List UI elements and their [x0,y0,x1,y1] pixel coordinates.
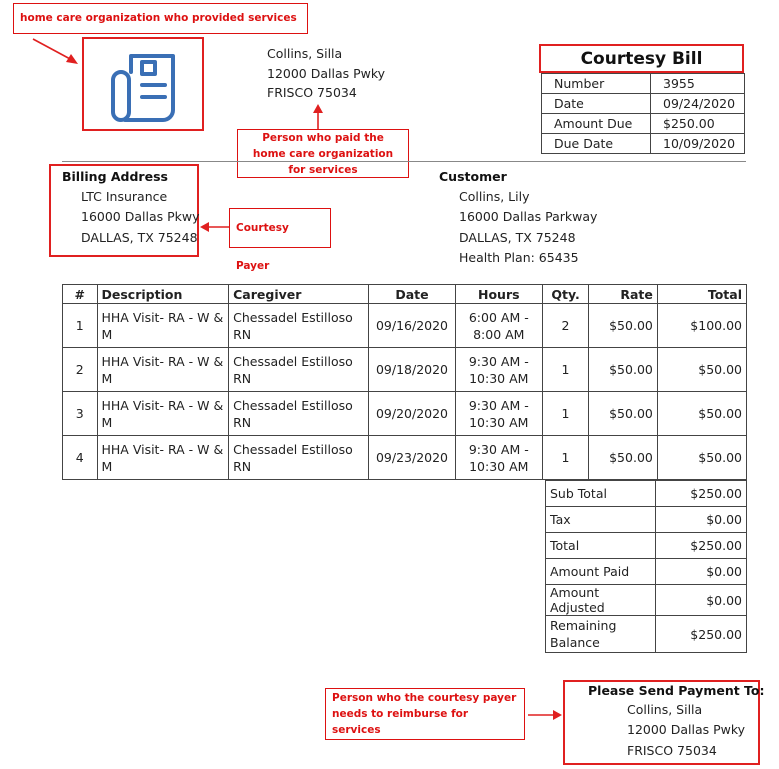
remit-name: Collins, Silla [627,702,703,717]
cell-caregiver: Chessadel Estilloso RN [229,304,369,348]
cell-total: $50.00 [657,348,746,392]
summary-label: Remaining Balance [546,616,656,653]
col-header-total: Total [657,285,746,304]
col-header-hours: Hours [455,285,542,304]
col-header-qty: Qty. [542,285,589,304]
cell-hours: 9:30 AM - 10:30 AM [455,436,542,480]
bill-info-row [542,114,745,134]
bill-info-value: 10/09/2020 [651,134,745,154]
arrow-right-icon [527,709,563,721]
col-header-num: # [63,285,98,304]
col-header-caregiver: Caregiver [229,285,369,304]
summary-row [546,585,747,616]
cell-qty: 1 [542,348,589,392]
arrow-up-icon [312,104,324,130]
cell-rate: $50.00 [589,436,657,480]
summary-value: $0.00 [656,585,747,616]
sender-city: FRISCO 75034 [267,85,357,100]
billing-address [81,187,200,248]
remit-street: 12000 Dallas Pwky [627,721,746,737]
table-header-row [63,285,747,304]
cell-rate: $50.00 [589,348,657,392]
sender-address [267,44,385,103]
col-header-rate: Rate [589,285,657,304]
cell-desc: HHA Visit- RA - W & M [97,436,229,480]
summary-label: Tax [546,507,656,533]
sender-name: Collins, Silla [267,46,343,61]
table-row [63,304,747,348]
summary-value: $250.00 [656,616,747,653]
customer-street: 16000 Dallas Parkway [459,208,598,224]
arrow-left-icon [200,221,230,233]
col-header-date: Date [369,285,456,304]
sender-street: 12000 Dallas Pwky [267,65,386,81]
cell-qty: 2 [542,304,589,348]
cell-caregiver: Chessadel Estilloso RN [229,348,369,392]
cell-caregiver: Chessadel Estilloso RN [229,392,369,436]
remit-heading: Please Send Payment To: [588,683,765,698]
customer-heading: Customer [439,169,507,184]
bill-info-value: 09/24/2020 [651,94,745,114]
bill-info-value: 3955 [651,74,745,94]
cell-date: 09/16/2020 [369,304,456,348]
summary-row [546,559,747,585]
cell-date: 09/18/2020 [369,348,456,392]
billing-street: 16000 Dallas Pkwy [81,208,200,224]
summary-label: Sub Total [546,481,656,507]
col-header-description: Description [97,285,229,304]
annotation-org: home care organization who provided services [13,3,308,34]
summary-row [546,616,747,653]
cell-desc: HHA Visit- RA - W & M [97,304,229,348]
cell-desc: HHA Visit- RA - W & M [97,392,229,436]
bill-title-box [539,44,744,73]
cell-hours: 9:30 AM - 10:30 AM [455,348,542,392]
cell-num: 3 [63,392,98,436]
cell-num: 4 [63,436,98,480]
billing-heading: Billing Address [62,169,168,184]
cell-num: 1 [63,304,98,348]
summary-label: Amount Adjusted [546,585,656,616]
summary-table [545,480,747,653]
annotation-payer-person: Person who paid the home care organization for services [237,129,409,178]
summary-label: Amount Paid [546,559,656,585]
cell-rate: $50.00 [589,392,657,436]
bill-info-label: Amount Due [542,114,651,134]
cell-hours: 9:30 AM - 10:30 AM [455,392,542,436]
cell-date: 09/20/2020 [369,392,456,436]
cell-total: $100.00 [657,304,746,348]
summary-value: $250.00 [656,481,747,507]
summary-row [546,507,747,533]
bill-info-label: Number [542,74,651,94]
arrow-icon [30,36,82,68]
bill-info-label: Date [542,94,651,114]
customer-city: DALLAS, TX 75248 [459,230,576,245]
customer-address [459,187,597,267]
cell-qty: 1 [542,436,589,480]
divider [62,161,746,162]
bill-info-row [542,94,745,114]
table-row [63,392,747,436]
remit-address [627,700,745,761]
bill-info-table [541,73,745,154]
customer-plan: Health Plan: 65435 [459,249,579,265]
cell-total: $50.00 [657,392,746,436]
billing-city: DALLAS, TX 75248 [81,230,198,245]
line-items-table [62,284,747,480]
annotation-reimburse: Person who the courtesy payer needs to reimburse for services [325,688,525,740]
bill-title: Courtesy Bill [580,48,703,69]
remit-city: FRISCO 75034 [627,743,717,758]
summary-row [546,533,747,559]
annotation-courtesy-payer: Courtesy Payer [229,208,331,248]
cell-qty: 1 [542,392,589,436]
cell-num: 2 [63,348,98,392]
summary-label: Total [546,533,656,559]
bill-info-label: Due Date [542,134,651,154]
billing-name: LTC Insurance [81,189,168,204]
summary-value: $0.00 [656,559,747,585]
summary-value: $250.00 [656,533,747,559]
bill-info-row [542,134,745,154]
cell-desc: HHA Visit- RA - W & M [97,348,229,392]
cell-caregiver: Chessadel Estilloso RN [229,436,369,480]
document-icon [109,50,177,124]
customer-name: Collins, Lily [459,189,530,204]
table-row [63,436,747,480]
summary-row [546,481,747,507]
bill-info-row [542,74,745,94]
bill-info-value: $250.00 [651,114,745,134]
summary-value: $0.00 [656,507,747,533]
cell-total: $50.00 [657,436,746,480]
cell-date: 09/23/2020 [369,436,456,480]
cell-hours: 6:00 AM - 8:00 AM [455,304,542,348]
table-row [63,348,747,392]
cell-rate: $50.00 [589,304,657,348]
